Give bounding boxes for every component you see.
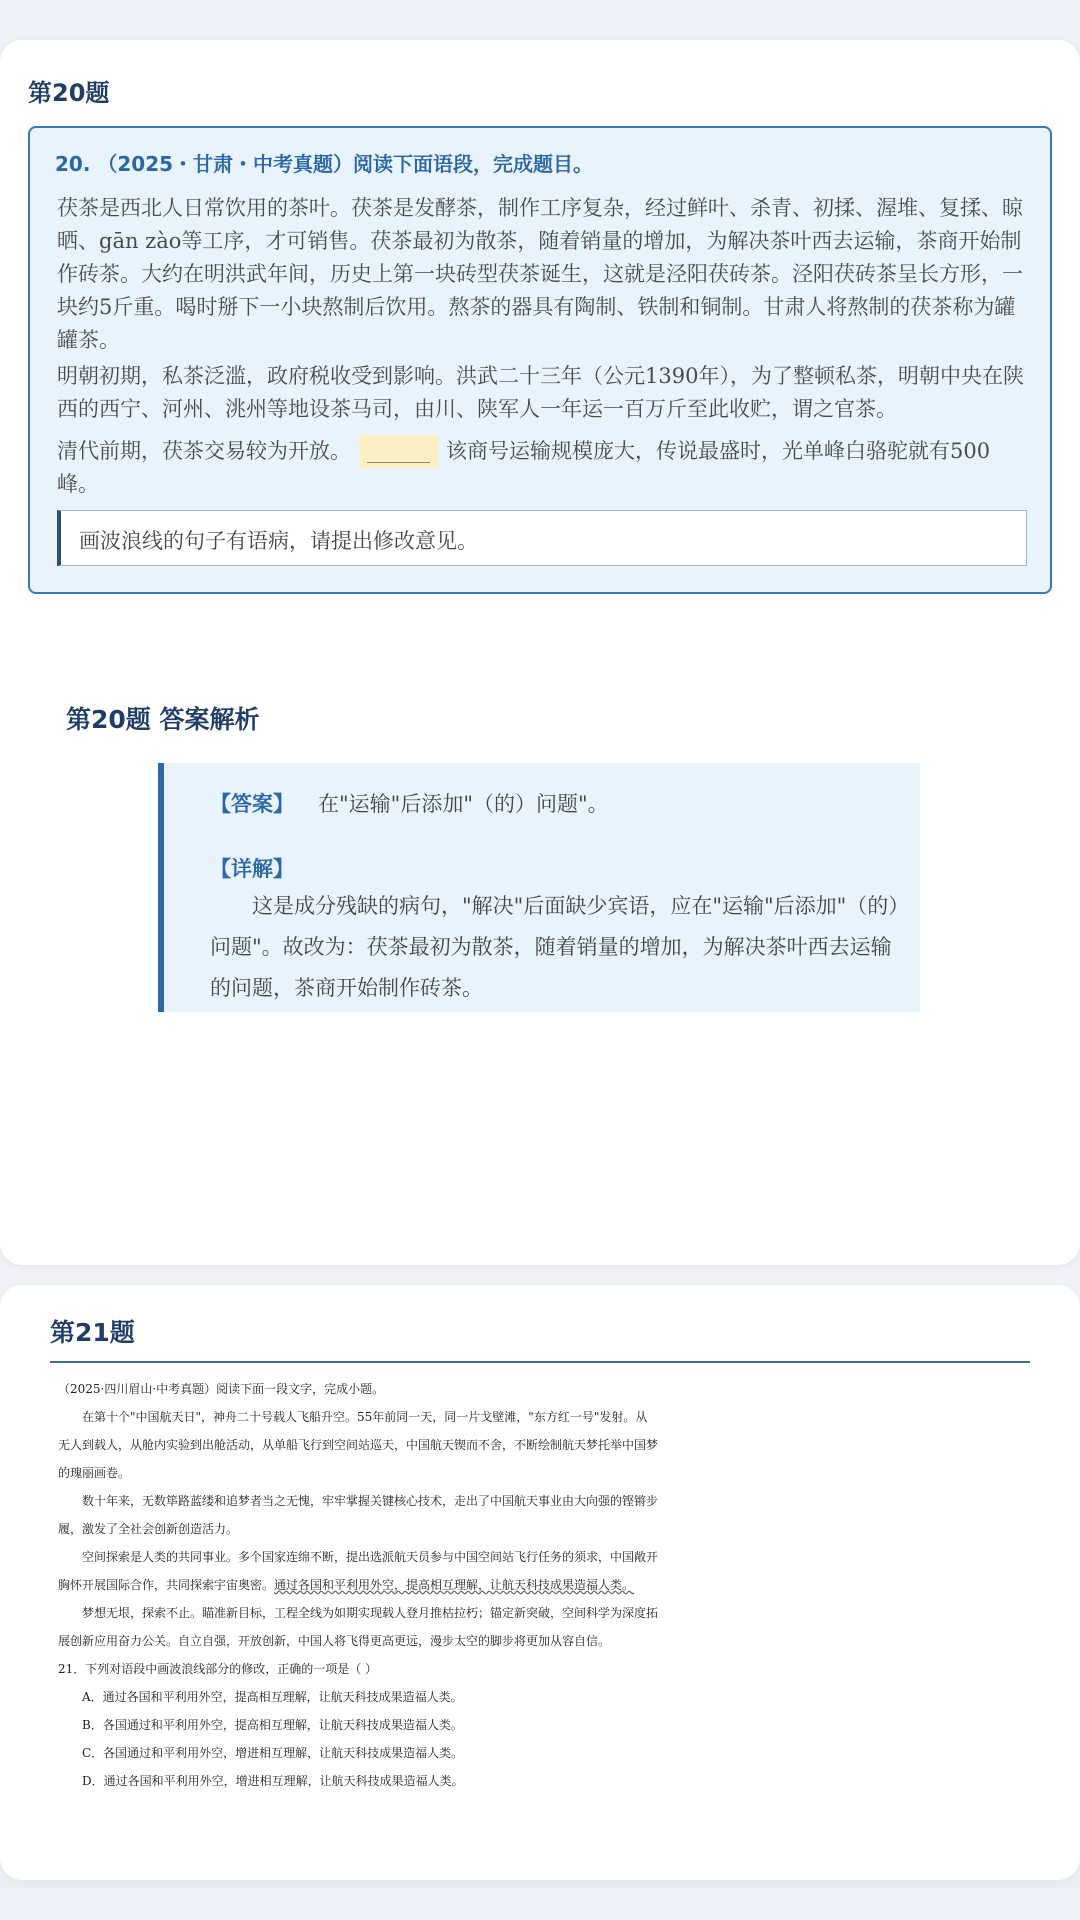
passage-paragraph-1: 在第十个"中国航天日"，神舟二十号载人飞船升空。55年前同一天，同一片戈壁滩，"东方红一号"发射。从无人到载人，从舱内实验到出舱活动，从单船飞行到空间站巡天，中国航天锲而不舍，不断绘制航天梦托举中国梦的瑰丽画卷。	[58, 1410, 659, 1480]
fill-in-blank: ______	[359, 435, 438, 468]
answer-box	[158, 763, 920, 1012]
passage-paragraph-1: 茯茶是西北人日常饮用的茶叶。茯茶是发酵茶，制作工序复杂，经过鲜叶、杀青、初揉、渥堆、复揉、晾晒、gān zào等工序，才可销售。茯茶最初为散茶，随着销量的增加，为解决茶叶西去运输，茶商开始制作砖茶。大约在明洪武年间，历史上第一块砖型茯茶诞生，这就是泾阳茯砖茶。泾阳茯砖茶呈长方形，一块约5斤重。喝时掰下一小块熬制后饮用。熬茶的器具有陶制、铁制和铜制。甘肃人将熬制的茯茶称为罐罐茶。	[57, 196, 1023, 352]
detail-label: 【详解】	[210, 857, 294, 881]
question-20-heading: 20. （2025・甘肃・中考真题）阅读下面语段，完成题目。	[55, 152, 594, 176]
question-20-title: 第20题	[28, 79, 110, 107]
option-a: A．通过各国和平利用外空，提高相互理解，让航天科技成果造福人类。	[82, 1690, 463, 1704]
question-21-intro: （2025·四川眉山·中考真题）阅读下面一段文字，完成小题。	[58, 1382, 385, 1396]
answer-label: 【答案】	[210, 792, 294, 816]
passage-paragraph-3	[57, 435, 1027, 501]
passage-paragraph-2: 数十年来，无数筚路蓝缕和追梦者当之无愧，牢牢掌握关键核心技术，走出了中国航天事业由大向强的铿锵步履，激发了全社会创新创造活力。	[58, 1494, 659, 1536]
passage-paragraph-4: 梦想无垠，探索不止。瞄准新目标，工程全线为如期实现载人登月推枯拉朽；锚定新突破，空间科学为深度拓展创新应用奋力公关。自立自强，开放创新，中国人将飞得更高更远，漫步太空的脚步将更加从容自信。	[58, 1606, 659, 1648]
paragraph-3-end: 该商号运输规模庞大，传说最盛时，光单峰白骆驼就有500峰。	[57, 439, 991, 496]
option-c: C．各国通过和平利用外空，增进相互理解，让航天科技成果造福人类。	[82, 1746, 464, 1760]
option-d: D．通过各国和平利用外空，增进相互理解，让航天科技成果造福人类。	[82, 1774, 464, 1788]
passage-paragraph-3	[58, 1543, 658, 1599]
question-20-card	[0, 40, 1080, 1265]
question-20-box	[28, 126, 1052, 594]
question-21-title: 第21题	[50, 1318, 135, 1347]
wavy-underlined-sentence: 通过各国和平利用外空，提高相互理解，让航天科技成果造福人类。	[274, 1578, 635, 1592]
answer-section-title: 第20题 答案解析	[66, 705, 260, 734]
subquestion-prompt: 画波浪线的句子有语病，请提出修改意见。	[57, 510, 1027, 566]
scanned-question-21	[58, 1375, 658, 1795]
paragraph-3-start: 清代前期，茯茶交易较为开放。	[57, 439, 351, 463]
option-b: B．各国通过和平利用外空，提高相互理解，让航天科技成果造福人类。	[82, 1718, 463, 1732]
paragraph-3-text: 空间探索是人类的共同事业。多个国家连绵不断，提出选派航天员参与中国空间站飞行任务的须求，中国敞开胸怀开展国际合作，共同探索宇宙奥密。	[58, 1550, 659, 1592]
question-21-card	[0, 1285, 1080, 1880]
question-21-stem: 21．下列对语段中画波浪线部分的修改，正确的一项是（ ）	[58, 1662, 378, 1676]
answer-text: 在"运输"后添加"（的）问题"。	[318, 792, 609, 816]
passage-paragraph-2: 明朝初期，私茶泛滥，政府税收受到影响。洪武二十三年（公元1390年），为了整顿私茶，明朝中央在陕西的西宁、河州、洮州等地设茶马司，由川、陕军人一年运一百万斤至此收贮，谓之官茶。	[57, 364, 1024, 421]
title-divider	[50, 1361, 1030, 1363]
detail-text: 这是成分残缺的病句，"解决"后面缺少宾语，应在"运输"后添加"（的）问题"。故改为：茯茶最初为散茶，随着销量的增加，为解决茶叶西去运输的问题，茶商开始制作砖茶。	[210, 894, 899, 1000]
